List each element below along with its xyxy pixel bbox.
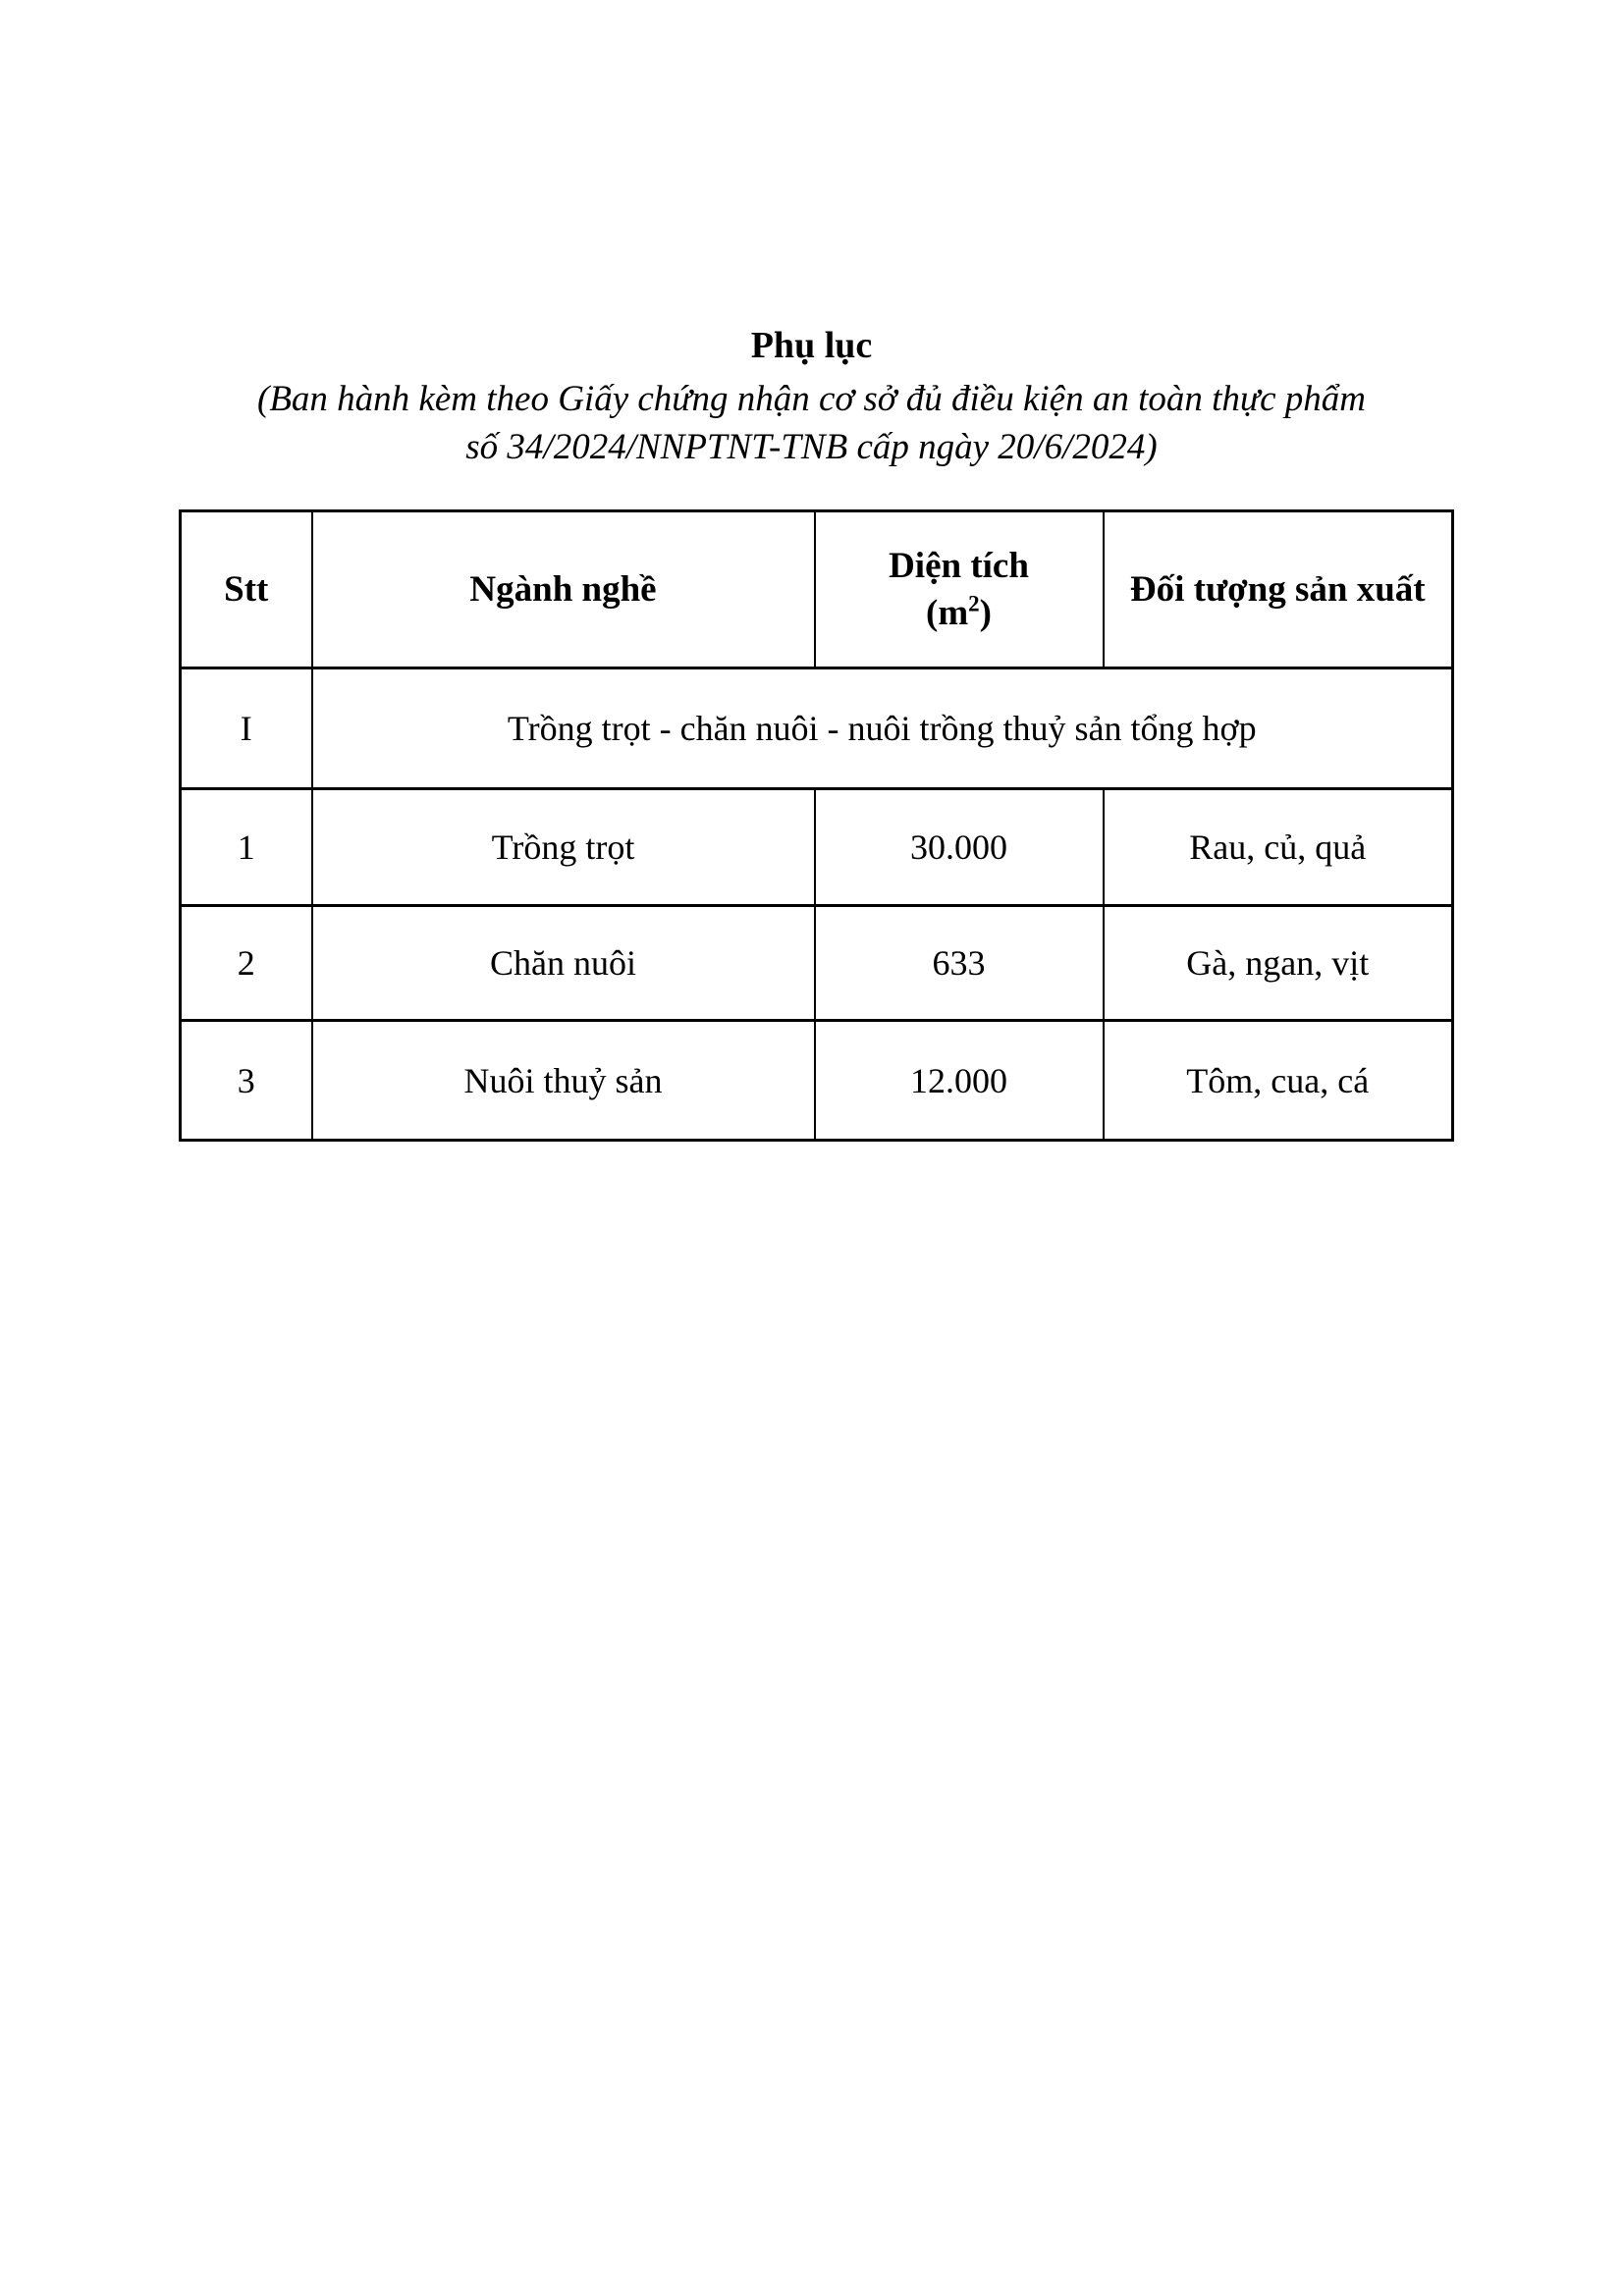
row-doi-tuong-cell: Tôm, cua, cá [1104,1021,1453,1141]
row-stt-cell: 1 [181,789,312,906]
header-cell-doi-tuong: Đối tượng sản xuất [1104,511,1453,668]
appendix-table [179,509,1454,1142]
table-row [181,906,1453,1021]
row-doi-tuong-cell: Rau, củ, quả [1104,789,1453,906]
row-dien-tich-cell: 30.000 [815,789,1104,906]
page-title: Phụ lục [750,325,873,366]
table-row [181,789,1453,906]
dien-tich-label: Diện tích [889,545,1029,586]
section-label-cell: Trồng trọt - chăn nuôi - nuôi trồng thuỷ sản tổng hợp [312,668,1453,789]
row-dien-tich-cell: 633 [815,906,1104,1021]
row-stt-cell: 3 [181,1021,312,1141]
table-header-row [181,511,1453,668]
row-dien-tich-cell: 12.000 [815,1021,1104,1141]
subtitle-line-2: số 34/2024/NNPTNT-TNB cấp ngày 20/6/2024) [465,427,1158,467]
subtitle [0,375,1623,471]
dien-tich-unit: $(m^2)$ [926,591,992,633]
table-section-row [181,668,1453,789]
header-cell-stt: Stt [181,511,312,668]
row-nganh-nghe-cell: Nuôi thuỷ sản [312,1021,815,1141]
row-doi-tuong-cell: Gà, ngan, vịt [1104,906,1453,1021]
row-nganh-nghe-cell: Chăn nuôi [312,906,815,1021]
squared-superscript: 2 [968,591,980,616]
row-stt-cell: 2 [181,906,312,1021]
section-stt-cell: I [181,668,312,789]
header-cell-dien-tich [815,511,1104,668]
header-cell-nganh-nghe: Ngành nghề [312,511,815,668]
subtitle-line-1: (Ban hành kèm theo Giấy chứng nhận cơ sở đủ điều kiện an toàn thực phẩm [257,379,1366,419]
row-nganh-nghe-cell: Trồng trọt [312,789,815,906]
table-row [181,1021,1453,1141]
